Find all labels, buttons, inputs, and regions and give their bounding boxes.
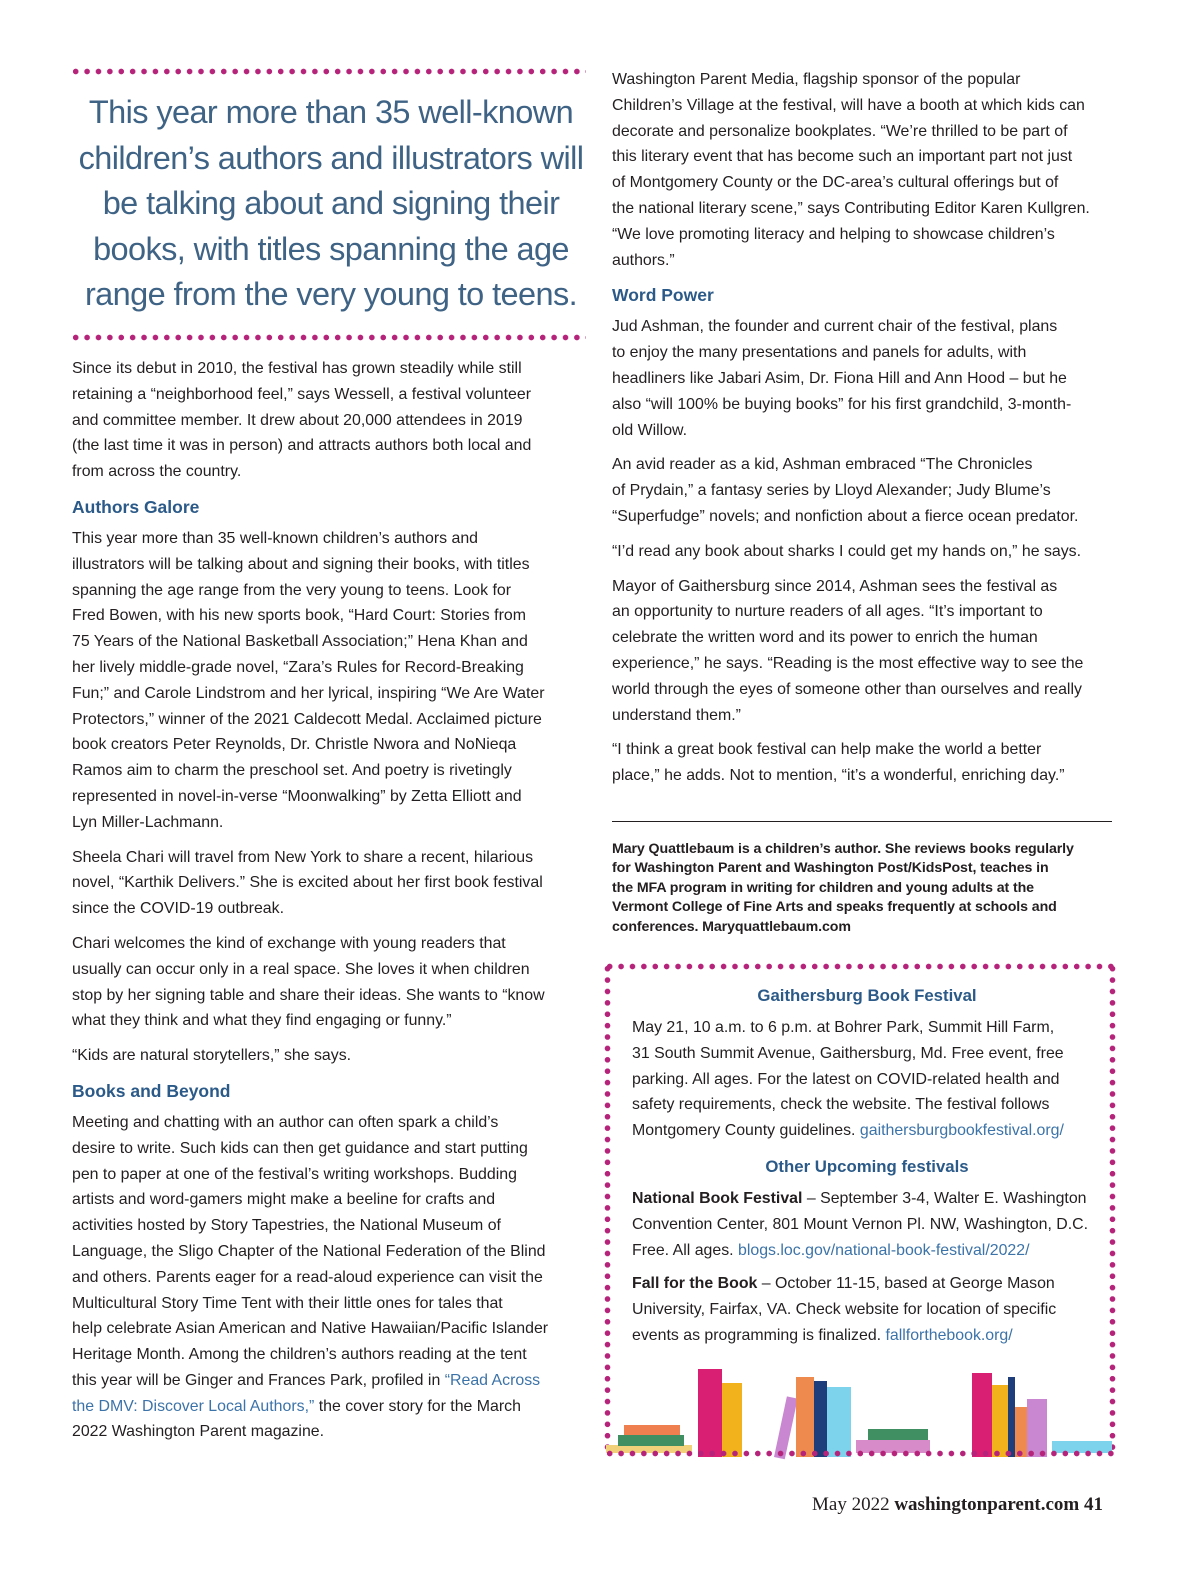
pullquote-line: be talking about and signing their <box>102 185 560 221</box>
text-line: since the COVID-19 outbreak. <box>72 900 284 918</box>
text-line: Heritage Month. Among the children’s authors reading at the tent <box>72 1346 527 1364</box>
gaithersburg-website-link[interactable]: gaithersburgbookfestival.org/ <box>859 1122 1064 1140</box>
text-line: Vermont College of Fine Arts and speaks frequently at schools and <box>612 899 1057 916</box>
text-line: place,” he adds. Not to mention, “it’s a wonderful, enriching day.” <box>612 767 1065 785</box>
text-line: to enjoy the many presentations and panels for adults, with <box>612 344 1027 362</box>
text-line: Since its debut in 2010, the festival has grown steadily while still <box>72 360 522 377</box>
exchange-paragraph <box>72 931 590 1034</box>
pullquote-line: range from the very young to teens. <box>84 276 578 312</box>
text-line: Language, the Sligo Chapter of the National Federation of the Blind <box>72 1242 546 1260</box>
book-icon <box>814 1381 827 1457</box>
book-stack-icon <box>624 1425 680 1435</box>
text-line: this literary event that has become such an important part not just <box>612 148 1073 166</box>
text-line: authors.” <box>612 251 675 269</box>
text-line: “We love promoting literacy and helping to showcase children’s <box>612 225 1055 243</box>
closing-quote-paragraph <box>612 737 1118 789</box>
text-line: 31 South Summit Avenue, Gaithersburg, Md. Free event, free <box>632 1044 1064 1062</box>
text-line: activities hosted by Story Tapestries, the National Museum of <box>72 1217 501 1235</box>
book-icon <box>1027 1399 1047 1457</box>
text-line: Protectors,” winner of the 2021 Caldecott Medal. Acclaimed picture <box>72 710 542 728</box>
box-content <box>632 985 1102 1357</box>
text-line: safety requirements, check the website. The festival follows <box>632 1096 1050 1114</box>
text-line: This year more than 35 well-known children’s authors and <box>72 529 479 547</box>
text-line: Meeting and chatting with an author can often spark a child’s <box>72 1113 499 1131</box>
text-line: Mayor of Gaithersburg since 2014, Ashman sees the festival as <box>612 577 1058 595</box>
text-fragment: Montgomery County guidelines. <box>632 1122 860 1140</box>
text-line: 2022 Washington Parent magazine. <box>72 1423 325 1441</box>
text-fragment: – September 3-4, Walter E. Washington <box>802 1189 1087 1207</box>
box-border-left <box>604 963 611 1453</box>
text-line: Chari welcomes the kind of exchange with young readers that <box>72 934 506 952</box>
left-body <box>72 356 590 1454</box>
storytellers-paragraph <box>72 1043 590 1069</box>
text-fragment: – October 11-15, based at George Mason <box>757 1275 1055 1293</box>
text-line: understand them.” <box>612 706 741 724</box>
fall-for-the-book-entry <box>632 1271 1102 1348</box>
section-heading-authors-galore: Authors Galore <box>72 496 200 517</box>
text-line: 75 Years of the National Basketball Association;” Hena Khan and <box>72 633 528 651</box>
read-across-dmv-link[interactable]: “Read Across <box>444 1371 541 1389</box>
sponsor-paragraph <box>612 67 1118 273</box>
national-book-festival-link[interactable]: blogs.loc.gov/national-book-festival/2022/ <box>738 1241 1030 1259</box>
text-line: May 21, 10 a.m. to 6 p.m. at Bohrer Park, Summit Hill Farm, <box>632 1019 1055 1036</box>
intro-paragraph <box>72 356 590 485</box>
bio-divider <box>612 821 1112 822</box>
text-line: Fred Bowen, with his new sports book, “Hard Court: Stories from <box>72 607 526 625</box>
page-footer <box>812 1494 1103 1516</box>
pullquote-bottom-border <box>70 334 586 341</box>
issue-date: May 2022 <box>812 1494 895 1515</box>
text-line: Lyn Miller-Lachmann. <box>72 813 224 831</box>
text-line <box>632 1271 1102 1297</box>
text-line: Sheela Chari will travel from New York to share a recent, hilarious <box>72 848 534 866</box>
text-line: Ramos aim to charm the preschool set. And poetry is rivetingly <box>72 762 512 780</box>
text-line: experience,” he says. “Reading is the most effective way to see the <box>612 654 1084 672</box>
text-line: Multicultural Story Time Tent with their little ones for tales that <box>72 1294 503 1312</box>
text-line: conferences. Maryquattlebaum.com <box>612 918 851 935</box>
text-line: represented in novel-in-verse “Moonwalking” by Zetta Elliott and <box>72 787 522 805</box>
text-line: help celebrate Asian American and Native Hawaiian/Pacific Islander <box>72 1320 549 1338</box>
text-fragment: Free. All ages. <box>632 1241 738 1259</box>
text-line: University, Fairfax, VA. Check website for location of specific <box>632 1301 1057 1319</box>
text-fragment: events as programming is finalized. <box>632 1326 886 1344</box>
pullquote-line: This year more than 35 well-known <box>88 94 574 130</box>
text-line: from across the country. <box>72 463 242 481</box>
site-name: washingtonparent.com <box>894 1494 1080 1515</box>
text-line: retaining a “neighborhood feel,” says Wessell, a festival volunteer <box>72 385 532 403</box>
text-line: Children’s Village at the festival, will have a booth at which kids can <box>612 96 1085 114</box>
text-line: An avid reader as a kid, Ashman embraced “The Chronicles <box>612 456 1033 474</box>
ashman-paragraph <box>612 314 1118 443</box>
text-line: decorate and personalize bookplates. “We’re thrilled to be part of <box>612 122 1068 140</box>
text-line <box>72 1394 590 1420</box>
right-body <box>612 67 1118 798</box>
text-line: pen to paper at one of the festival’s writing workshops. Budding <box>72 1165 517 1183</box>
pullquote <box>72 90 590 318</box>
festival-info-box <box>604 963 1116 1457</box>
box-border-bottom <box>604 1450 1116 1457</box>
text-line: the national literary scene,” says Contributing Editor Karen Kullgren. <box>612 199 1090 217</box>
text-line: Washington Parent Media, flagship sponsor of the popular <box>612 71 1021 88</box>
other-festivals-title: Other Upcoming festivals <box>765 1156 969 1176</box>
national-book-festival-name: National Book Festival <box>632 1189 803 1207</box>
text-line: “I’d read any book about sharks I could get my hands on,” he says. <box>612 542 1082 560</box>
fall-for-the-book-name: Fall for the Book <box>632 1275 758 1293</box>
text-line: Mary Quattlebaum is a children’s author. She reviews books regularly <box>612 841 1074 857</box>
sharks-paragraph <box>612 539 1118 565</box>
text-line: usually can occur only in a real space. She loves it when children <box>72 960 530 978</box>
text-line <box>632 1186 1102 1212</box>
books-paragraph <box>72 1110 590 1445</box>
text-line: the MFA program in writing for children and young adults at the <box>612 879 1034 896</box>
text-line: world through the eyes of someone other than ourselves and really <box>612 680 1082 698</box>
text-line: celebrate the written word and its power to enrich the human <box>612 629 1038 647</box>
text-line: novel, “Karthik Delivers.” She is excited about her first book festival <box>72 874 543 892</box>
chari-paragraph <box>72 845 590 922</box>
page-number: 41 <box>1079 1494 1103 1515</box>
box-border-top <box>604 963 1116 970</box>
author-bio <box>612 840 1118 937</box>
text-line: “I think a great book festival can help make the world a better <box>612 741 1042 759</box>
section-heading-word-power: Word Power <box>612 285 714 306</box>
text-line: headliners like Jabari Asim, Dr. Fiona Hill and Ann Hood – but he <box>612 369 1067 387</box>
text-line: illustrators will be talking about and signing their books, with titles <box>72 555 530 573</box>
book-icon <box>796 1377 814 1457</box>
book-stack-icon <box>868 1429 928 1440</box>
book-icon <box>992 1385 1008 1457</box>
text-line: “Kids are natural storytellers,” she says. <box>72 1047 352 1065</box>
text-line <box>72 1368 590 1394</box>
text-line <box>632 1238 1102 1264</box>
book-icon <box>972 1373 992 1457</box>
gaithersburg-details <box>632 1015 1102 1144</box>
text-line: and others. Parents eager for a read-aloud experience can visit the <box>72 1268 543 1286</box>
text-line: “Superfudge” novels; and nonfiction about a fierce ocean predator. <box>612 507 1079 525</box>
fall-for-the-book-link[interactable]: fallforthebook.org/ <box>885 1326 1013 1344</box>
text-line: what they think and what they find engaging or funny.” <box>72 1012 452 1030</box>
text-fragment: this year will be Ginger and Frances Park, profiled in <box>72 1371 445 1389</box>
book-icon <box>722 1383 742 1457</box>
pullquote-top-border <box>70 68 586 75</box>
text-line: and committee member. It drew about 20,000 attendees in 2019 <box>72 411 523 429</box>
text-line: also “will 100% be buying books” for his first grandchild, 3-month- <box>612 395 1072 413</box>
mayor-paragraph <box>612 574 1118 729</box>
avid-reader-paragraph <box>612 452 1118 529</box>
section-heading-books-and-beyond: Books and Beyond <box>72 1080 231 1101</box>
text-line: an opportunity to nurture readers of all ages. “It’s important to <box>612 603 1043 621</box>
read-across-dmv-link-cont[interactable]: the DMV: Discover Local Authors,” <box>72 1397 315 1415</box>
text-line: spanning the age range from the very young to teens. Look for <box>72 581 512 599</box>
text-fragment: the cover story for the March <box>314 1397 521 1415</box>
text-line: of Montgomery County or the DC-area’s cultural offerings but of <box>612 174 1059 192</box>
pullquote-line: books, with titles spanning the age <box>93 230 569 267</box>
text-line: Convention Center, 801 Mount Vernon Pl. NW, Washington, D.C. <box>632 1215 1089 1233</box>
book-stack-icon <box>618 1435 684 1446</box>
text-line: stop by her signing table and share their ideas. She wants to “know <box>72 986 545 1004</box>
book-icon <box>1008 1377 1015 1457</box>
box-border-right <box>1109 963 1116 1453</box>
book-icon <box>827 1387 851 1457</box>
text-line: her lively middle-grade novel, “Zara’s Rules for Record-Breaking <box>72 658 524 676</box>
text-line <box>632 1323 1102 1349</box>
text-line: book creators Peter Reynolds, Dr. Christle Nwora and NoNieqa <box>72 736 517 754</box>
text-line: (the last time it was in person) and attracts authors both local and <box>72 437 532 455</box>
pullquote-line: children’s authors and illustrators will <box>78 139 584 176</box>
book-icon <box>698 1369 722 1457</box>
text-line: desire to write. Such kids can then get guidance and start putting <box>72 1139 528 1157</box>
authors-paragraph <box>72 526 590 836</box>
text-line: parking. All ages. For the latest on COVID-related health and <box>632 1070 1060 1088</box>
text-line: of Prydain,” a fantasy series by Lloyd Alexander; Judy Blume’s <box>612 482 1051 500</box>
text-line: for Washington Parent and Washington Post/KidsPost, teaches in <box>612 860 1049 877</box>
text-line: Fun;” and Carole Lindstrom and her lyrical, inspiring “We Are Water <box>72 684 545 702</box>
text-line: Jud Ashman, the founder and current chair of the festival, plans <box>612 318 1058 336</box>
gaithersburg-festival-title: Gaithersburg Book Festival <box>757 986 977 1005</box>
text-line: old Willow. <box>612 421 688 439</box>
national-book-festival-entry <box>632 1186 1102 1263</box>
text-line: artists and word-gamers might make a beeline for crafts and <box>72 1191 496 1209</box>
text-line <box>632 1118 1102 1144</box>
